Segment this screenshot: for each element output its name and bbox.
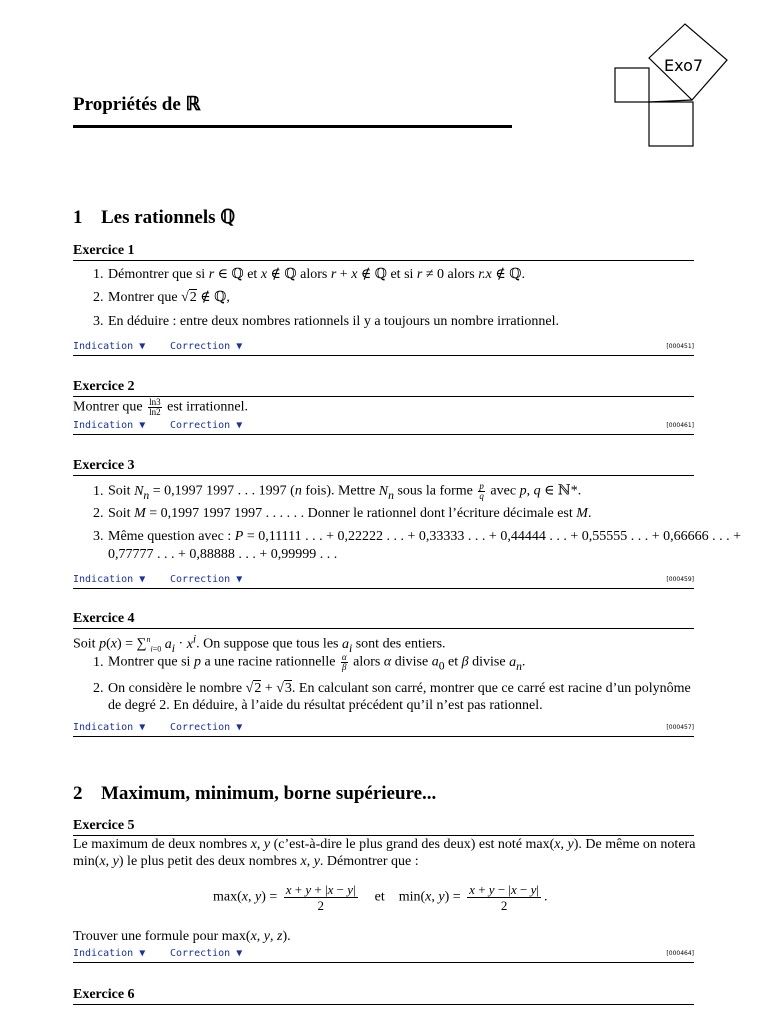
exercise-title: Exercice 4 xyxy=(73,610,694,629)
list-item: 1. Démontrer que si r ∈ ℚ et x ∉ ℚ alors r + x ∉ ℚ et si r ≠ 0 alors r.x ∉ ℚ. xyxy=(93,267,525,282)
indication-link[interactable]: Indication ▼ xyxy=(73,420,146,431)
display-formula: max(x, y) = $\frac{x + y + |x - y|}{2}$ et min(x, y) = $\frac{x + y - |x - y|}{2}$ . xyxy=(213,882,548,913)
exercise-statement: Le maximum de deux nombres x, y (c’est-à-dire le plus grand des deux) est noté max(x, y). De même on notera xyxy=(73,837,696,852)
section-heading: 2 Maximum, minimum, borne supérieure... xyxy=(73,783,437,804)
indication-link[interactable]: Indication ▼ xyxy=(73,574,146,585)
logo-text: Exo7 xyxy=(664,56,704,75)
exercise-footer xyxy=(73,722,694,737)
indication-link[interactable]: Indication ▼ xyxy=(73,722,146,733)
list-item: 3. Même question avec : P = 0,11111 . . . + 0,22222 . . . + 0,33333 . . . + 0,44444 . . . + 0,55555 . . . + 0,66666 . . . + xyxy=(93,529,742,544)
list-item-continuation: de degré 2. En déduire, à l’aide du résultat précédent qu’il n’est pas rationnel. xyxy=(108,698,543,713)
exercise-code: [000459] xyxy=(666,576,694,583)
exo7-logo xyxy=(612,20,732,150)
correction-link[interactable]: Correction ▼ xyxy=(170,574,243,585)
correction-link[interactable]: Correction ▼ xyxy=(170,722,243,733)
list-item: 2. Soit M = 0,1997 1997 1997 . . . . . . Donner le rationnel dont l’écriture décimale est M. xyxy=(93,506,592,521)
list-item: 3. En déduire : entre deux nombres rationnels il y a toujours un nombre irrationnel. xyxy=(93,314,559,329)
page-title: Propriétés de ℝ xyxy=(73,94,201,115)
exercise-title: Exercice 6 xyxy=(73,986,694,1005)
exercise-footer xyxy=(73,948,694,963)
exercise-code: [000461] xyxy=(666,422,694,429)
exercise-code: [000464] xyxy=(666,950,694,957)
exercise-statement: min(x, y) le plus petit des deux nombres x, y. Démontrer que : xyxy=(73,854,419,869)
exercise-title: Exercice 1 xyxy=(73,242,694,261)
exercise-title: Exercice 3 xyxy=(73,457,694,476)
list-item: 1. Soit $N_n = 0,1997$ 1997 . . . 1997 (n fois). Mettre $N_n$ sous la forme $\frac{p}{q}$ avec p, q ∈ ℕ*. xyxy=(93,481,582,502)
exercise-statement: Montrer que $\frac{\ln 3}{\ln 2}$ est irrationnel. xyxy=(73,397,248,417)
exercise-statement: Soit p(x) = ∑$^n_{i=0}$ $a_i \cdot x^i$. On suppose que tous les $a_i$ sont des entiers. xyxy=(73,632,446,655)
exercise-title: Exercice 2 xyxy=(73,378,694,397)
exercise-footer xyxy=(73,574,694,589)
list-item: 2. Montrer que √2 ∉ ℚ, xyxy=(93,290,230,305)
list-item: 1. Montrer que si p a une racine rationnelle $\frac{\alpha}{\beta}$ alors α divise $a_0$ et β divise $a_n$. xyxy=(93,652,526,673)
exercise-statement: Trouver une formule pour max(x, y, z). xyxy=(73,929,291,944)
exercise-title: Exercice 5 xyxy=(73,817,694,836)
list-item-continuation: 0,77777 . . . + 0,88888 . . . + 0,99999 . . . xyxy=(108,547,338,562)
exercise-code: [000451] xyxy=(666,343,694,350)
correction-link[interactable]: Correction ▼ xyxy=(170,420,243,431)
title-divider xyxy=(73,125,512,128)
list-item: 2. On considère le nombre √2 + √3. En calculant son carré, montrer que ce carré est racine d’un polynôme xyxy=(93,681,691,696)
exercise-footer xyxy=(73,420,694,435)
indication-link[interactable]: Indication ▼ xyxy=(73,341,146,352)
exercise-code: [000457] xyxy=(666,724,694,731)
exercise-footer xyxy=(73,341,694,356)
correction-link[interactable]: Correction ▼ xyxy=(170,948,243,959)
indication-link[interactable]: Indication ▼ xyxy=(73,948,146,959)
correction-link[interactable]: Correction ▼ xyxy=(170,341,243,352)
section-heading: 1 Les rationnels ℚ xyxy=(73,207,236,228)
